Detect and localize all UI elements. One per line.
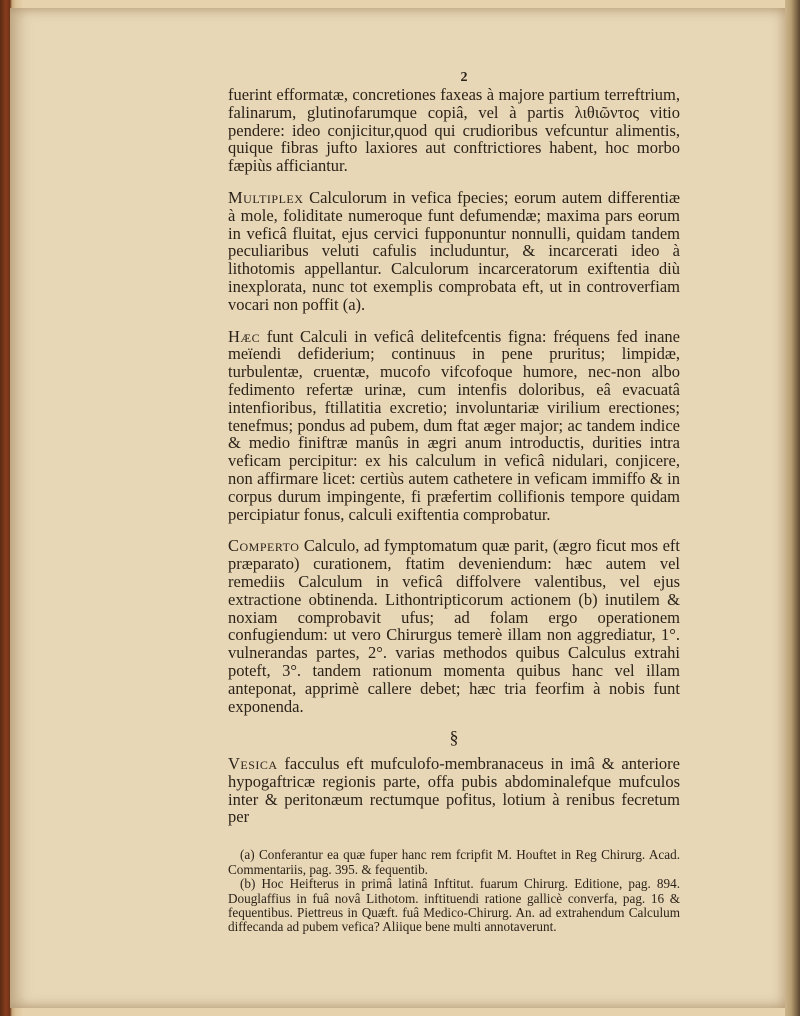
paragraph-2-lead: Multiplex	[228, 187, 304, 207]
paragraph-1	[228, 86, 680, 175]
paragraph-4-text: Calculo, ad fymptomatum quæ parit, (ægro ficut mos eft præparato) curationem, ftatim deveniendum: hæc autem vel remediis Calculum in veficâ diffolvere valentibus, vel ejus extractione obtinenda. Lithontripticorum actionem (b) inutilem & noxiam comprobavit ufus; ad folam ergo operationem confugiendum: ut vero Chirurgus temerè illam non aggrediatur, 1°. vulnerandas partes, 2°. varias methodos quibus Calculus extrahi poteft, 3°. tandem rationum momenta quibus hanc vel illam anteponat, apprimè callere debet; hæc tria feorfim à nobis funt exponenda.	[228, 536, 680, 716]
paragraph-5-lead: Vesica	[228, 754, 278, 774]
footnote-b: (b) Hoc Heifterus in primâ latinâ Inftitut. fuarum Chirurg. Editione, pag. 894. Douglaffius in fuâ novâ Lithotom. inftituendi ratione gallicè converfa, pag. 16 & fequentibus. Piettreus in Quæft. fuâ Medico-Chirurg. An. ad extrahendum Calculum diffecanda ad pubem vefica? Aliique bene multi annotaverunt.	[228, 876, 680, 935]
paragraph-5	[228, 755, 680, 826]
footnotes	[228, 848, 680, 934]
paragraph-5-text: facculus eft mufculofo-membranaceus in imâ & anteriore hypogaftricæ regionis parte, offa pubis abdominalefque mufculos inter & peritonæum rectumque pofitus, lotium à renibus fecretum per	[228, 754, 680, 827]
paragraph-3-text: funt Calculi in veficâ delitefcentis figna: fréquens fed inane meïendi defiderium; continuus in pene pruritus; limpidæ, turbulentæ, cruentæ, mucofo vifcofoque humore, nec-non albo fedimento refertæ urinæ, cum intenfis doloribus, eâ evacuatâ intenfioribus, ftillatitia excretio; involuntariæ virilium erectiones; tenefmus; pondus ad pubem, dum ftat æger major; ac tandem indice & medio finiftræ manûs in ægri anum introductis, durities intra veficam percipitur: ex his calculum in veficâ nidulari, conjicere, non affirmare licet: certiùs autem cathetere in veficam immiffo & in corpus durum impingente, fi præfertim collifionis tempore quidam percipiatur fonus, calculi exiftentia comprobatur.	[228, 326, 680, 524]
page-text-block	[228, 70, 680, 935]
section-mark: §	[449, 727, 459, 748]
footnote-a: (a) Conferantur ea quæ fuper hanc rem fcripfit M. Houftet in Reg Chirurg. Acad. Commentariis, pag. 395. & fequentib.	[228, 847, 680, 877]
paragraph-1-text: fuerint efformatæ, concretiones faxeas à majore partium terreftrium, falinarum, glutinofarumque copiâ, vel à partis λιθιῶντος vitio pendere: ideo conjicitur,quod qui crudioribus vefcuntur alimentis, quique fibras jufto laxiores aut conftrictiores habent, hoc morbo fæpiùs afficiantur.	[228, 85, 680, 176]
paragraph-4	[228, 537, 680, 715]
page-edge	[785, 0, 800, 1016]
page-number: 2	[460, 70, 468, 85]
paragraph-3	[228, 328, 680, 524]
paragraph-2-text: Calculorum in vefica fpecies; eorum autem differentiæ à mole, foliditate numeroque funt defumendæ; maxima pars eorum in veficâ fluitat, ejus cervici fupponuntur nonnulli, quidam tandem peculiaribus veluti cafulis includuntur, & incarcerati ideo à lithotomis appellantur. Calculorum incarceratorum exiftentia diù inexplorata, nunc tot exemplis comprobata eft, ut in controverfiam vocari non poffit (a).	[228, 187, 680, 314]
paragraph-4-lead: Comperto	[228, 536, 300, 556]
paragraph-2	[228, 189, 680, 314]
paragraph-3-lead: Hæc	[228, 326, 261, 346]
